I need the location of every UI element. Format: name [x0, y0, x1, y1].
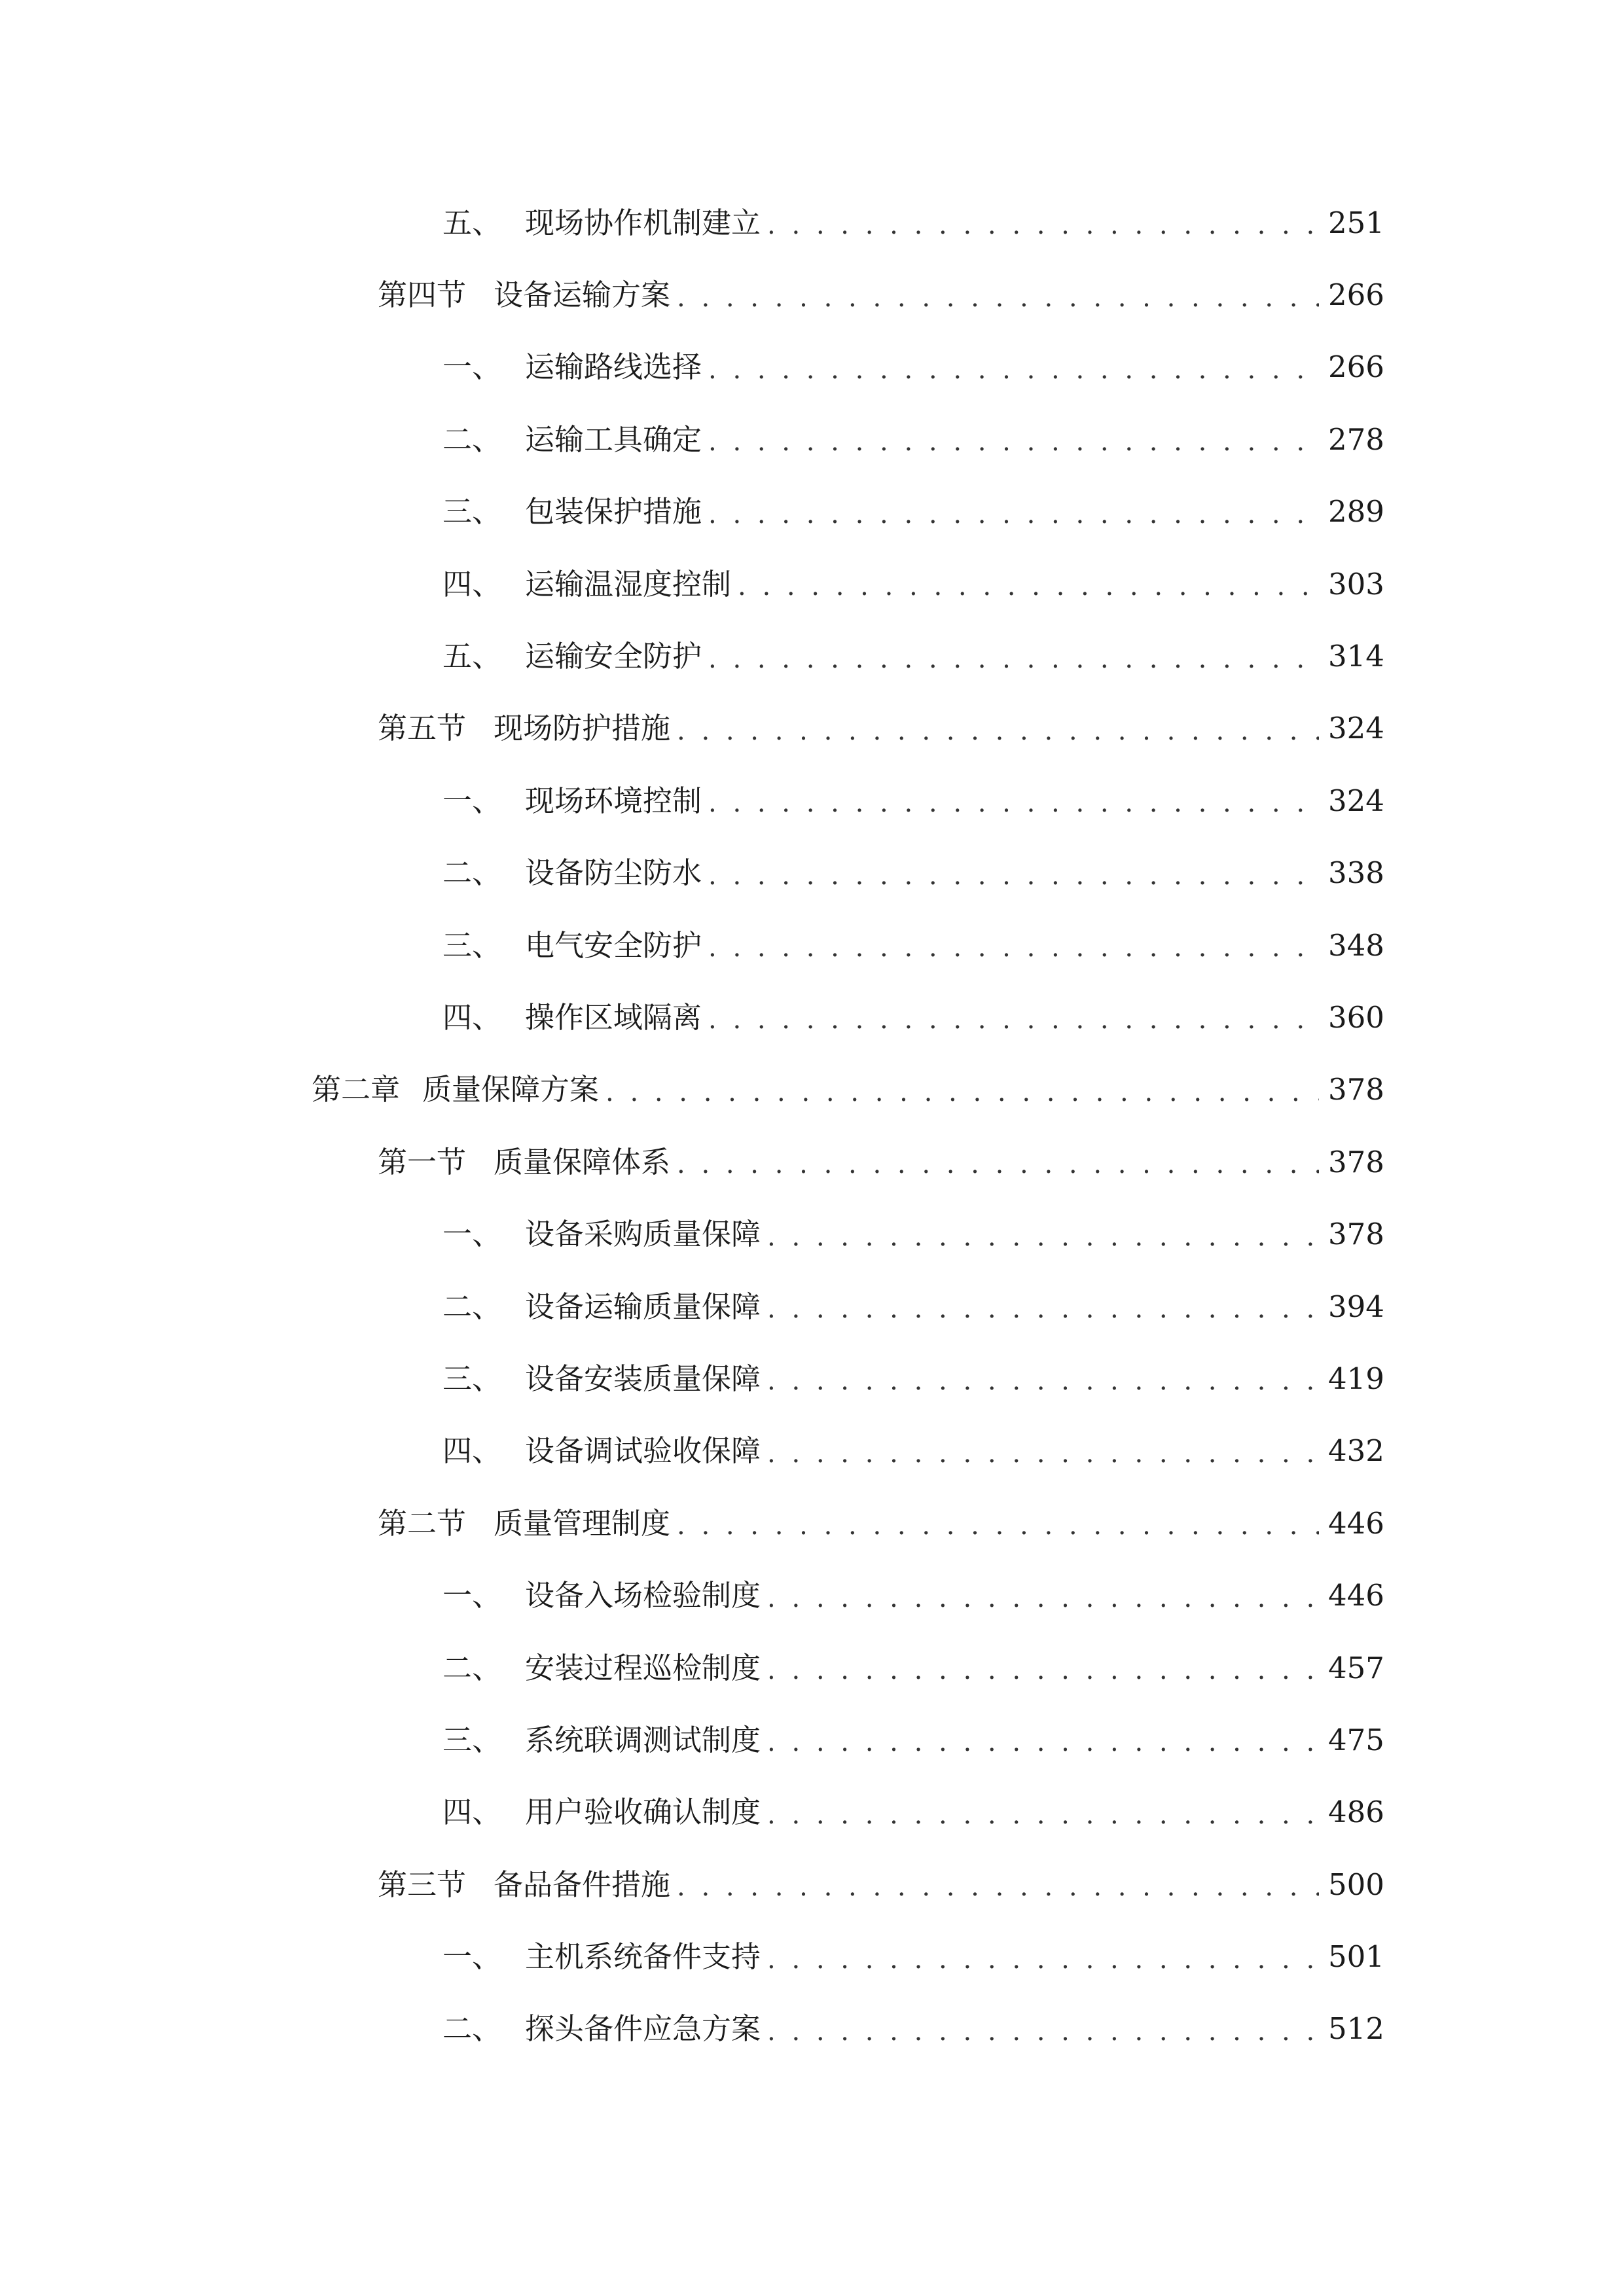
toc-dot-leader: [708, 501, 1319, 528]
toc-entry-title: 现场防护措施: [494, 711, 671, 746]
toc-entry[interactable]: [0, 187, 1624, 259]
toc-dot-leader: [708, 429, 1319, 455]
toc-entry-title: 探头备件应急方案: [525, 2011, 761, 2047]
toc-dot-leader: [677, 1513, 1319, 1539]
toc-entry-page-number: 251: [1328, 205, 1384, 240]
toc-entry[interactable]: [0, 1415, 1624, 1487]
toc-entry-title: 设备入场检验制度: [525, 1578, 761, 1613]
toc-entry-page-number: 266: [1328, 278, 1384, 313]
toc-entry-number: 四、: [442, 566, 502, 601]
toc-entry[interactable]: [0, 1776, 1624, 1848]
toc-entry[interactable]: [0, 259, 1624, 331]
toc-entry[interactable]: [0, 1198, 1624, 1270]
toc-entry-title: 用户验收确认制度: [525, 1795, 761, 1830]
toc-entry[interactable]: [0, 981, 1624, 1053]
toc-entry-number: 五、: [442, 639, 502, 674]
toc-entry-title: 现场环境控制: [525, 783, 702, 818]
toc-entry[interactable]: [0, 1559, 1624, 1631]
toc-entry[interactable]: [0, 1126, 1624, 1198]
toc-entry[interactable]: [0, 1632, 1624, 1704]
toc-entry-page-number: 314: [1328, 639, 1384, 674]
toc-entry[interactable]: [0, 331, 1624, 403]
toc-entry-number: 四、: [442, 1795, 502, 1830]
toc-entry-title: 质量保障方案: [422, 1072, 600, 1107]
toc-dot-leader: [708, 935, 1319, 961]
toc-entry-number: 二、: [442, 1650, 502, 1685]
toc-entry-title: 设备采购质量保障: [525, 1217, 761, 1252]
toc-dot-leader: [708, 863, 1319, 889]
toc-dot-leader: [677, 718, 1319, 744]
toc-entry-page-number: 324: [1328, 711, 1384, 746]
toc-entry-page-number: 419: [1328, 1361, 1384, 1396]
toc-entry-number: 三、: [442, 927, 502, 963]
toc-entry-title: 设备安装质量保障: [525, 1361, 761, 1396]
toc-entry-number: 四、: [442, 999, 502, 1035]
toc-entry-page-number: 324: [1328, 783, 1384, 818]
toc-entry[interactable]: [0, 548, 1624, 620]
toc-entry-title: 质量保障体系: [494, 1144, 671, 1179]
toc-entry-page-number: 338: [1328, 855, 1384, 891]
toc-entry-number: 第五节: [378, 711, 467, 746]
toc-dot-leader: [708, 1007, 1319, 1033]
toc-entry[interactable]: [0, 620, 1624, 692]
toc-dot-leader: [767, 1657, 1319, 1683]
toc-dot-leader: [708, 790, 1319, 816]
toc-entry[interactable]: [0, 476, 1624, 548]
toc-entry-page-number: 500: [1328, 1867, 1384, 1902]
toc-entry-page-number: 457: [1328, 1650, 1384, 1685]
toc-entry-page-number: 303: [1328, 566, 1384, 601]
toc-entry-page-number: 475: [1328, 1722, 1384, 1757]
toc-entry[interactable]: [0, 909, 1624, 981]
toc-entry-title: 设备运输方案: [494, 278, 671, 313]
toc-entry-number: 第二节: [378, 1505, 467, 1541]
toc-entry-page-number: 266: [1328, 350, 1384, 385]
toc-entry-number: 二、: [442, 855, 502, 891]
toc-entry-number: 二、: [442, 2011, 502, 2047]
toc-entry[interactable]: [0, 764, 1624, 836]
toc-entry-number: 二、: [442, 1289, 502, 1324]
toc-entry-number: 三、: [442, 494, 502, 529]
toc-dot-leader: [738, 573, 1319, 600]
toc-entry-title: 操作区域隔离: [525, 999, 702, 1035]
toc-entry-number: 五、: [442, 205, 502, 240]
toc-entry-title: 电气安全防护: [525, 927, 702, 963]
toc-dot-leader: [677, 1874, 1319, 1900]
toc-dot-leader: [767, 2018, 1319, 2045]
toc-dot-leader: [767, 1224, 1319, 1250]
toc-dot-leader: [677, 285, 1319, 311]
toc-entry-title: 现场协作机制建立: [525, 205, 761, 240]
toc-dot-leader: [767, 1802, 1319, 1828]
toc-entry-page-number: 289: [1328, 494, 1384, 529]
toc-entry-number: 三、: [442, 1722, 502, 1757]
toc-dot-leader: [767, 212, 1319, 238]
toc-entry[interactable]: [0, 1993, 1624, 2065]
toc-dot-leader: [605, 1079, 1319, 1105]
toc-entry-page-number: 446: [1328, 1578, 1384, 1613]
toc-entry[interactable]: [0, 403, 1624, 475]
toc-entry-number: 第一节: [378, 1144, 467, 1179]
toc-dot-leader: [767, 1729, 1319, 1755]
toc-dot-leader: [767, 1441, 1319, 1467]
toc-entry-title: 设备运输质量保障: [525, 1289, 761, 1324]
toc-entry[interactable]: [0, 1704, 1624, 1776]
toc-entry[interactable]: [0, 1848, 1624, 1920]
toc-entry-number: 三、: [442, 1361, 502, 1396]
toc-entry-title: 运输路线选择: [525, 350, 702, 385]
table-of-contents: [0, 187, 1624, 2065]
toc-entry-number: 第二章: [312, 1072, 401, 1107]
toc-entry-title: 设备防尘防水: [525, 855, 702, 891]
toc-dot-leader: [767, 1296, 1319, 1322]
toc-entry-title: 备品备件措施: [494, 1867, 671, 1902]
toc-entry[interactable]: [0, 1342, 1624, 1414]
toc-dot-leader: [708, 357, 1319, 383]
toc-entry-page-number: 360: [1328, 999, 1384, 1035]
toc-dot-leader: [767, 1368, 1319, 1394]
toc-entry-title: 系统联调测试制度: [525, 1722, 761, 1757]
toc-entry[interactable]: [0, 692, 1624, 764]
toc-entry-title: 运输温湿度控制: [525, 566, 732, 601]
toc-entry-number: 二、: [442, 422, 502, 457]
toc-dot-leader: [767, 1946, 1319, 1973]
toc-entry-page-number: 501: [1328, 1939, 1384, 1975]
toc-entry-page-number: 512: [1328, 2011, 1384, 2047]
toc-entry-page-number: 348: [1328, 927, 1384, 963]
toc-entry-page-number: 378: [1328, 1144, 1384, 1179]
toc-entry-title: 安装过程巡检制度: [525, 1650, 761, 1685]
toc-entry-page-number: 432: [1328, 1433, 1384, 1469]
toc-entry-page-number: 446: [1328, 1505, 1384, 1541]
toc-entry-title: 运输安全防护: [525, 639, 702, 674]
toc-dot-leader: [708, 646, 1319, 672]
toc-entry-title: 运输工具确定: [525, 422, 702, 457]
toc-dot-leader: [677, 1151, 1319, 1177]
toc-entry-number: 一、: [442, 783, 502, 818]
toc-entry-number: 一、: [442, 350, 502, 385]
toc-entry-title: 设备调试验收保障: [525, 1433, 761, 1469]
toc-entry-page-number: 394: [1328, 1289, 1384, 1324]
toc-entry-number: 第三节: [378, 1867, 467, 1902]
toc-entry[interactable]: [0, 1270, 1624, 1342]
toc-entry[interactable]: [0, 1054, 1624, 1126]
toc-entry-title: 主机系统备件支持: [525, 1939, 761, 1975]
toc-entry-title: 质量管理制度: [494, 1505, 671, 1541]
toc-entry-title: 包装保护措施: [525, 494, 702, 529]
toc-entry[interactable]: [0, 1487, 1624, 1559]
toc-entry-page-number: 378: [1328, 1072, 1384, 1107]
toc-entry-page-number: 486: [1328, 1795, 1384, 1830]
toc-entry[interactable]: [0, 1920, 1624, 1992]
toc-entry-number: 一、: [442, 1217, 502, 1252]
toc-entry[interactable]: [0, 837, 1624, 909]
toc-entry-number: 一、: [442, 1939, 502, 1975]
toc-entry-number: 第四节: [378, 278, 467, 313]
toc-entry-number: 一、: [442, 1578, 502, 1613]
toc-dot-leader: [767, 1585, 1319, 1611]
toc-entry-page-number: 378: [1328, 1217, 1384, 1252]
toc-entry-number: 四、: [442, 1433, 502, 1469]
toc-entry-page-number: 278: [1328, 422, 1384, 457]
